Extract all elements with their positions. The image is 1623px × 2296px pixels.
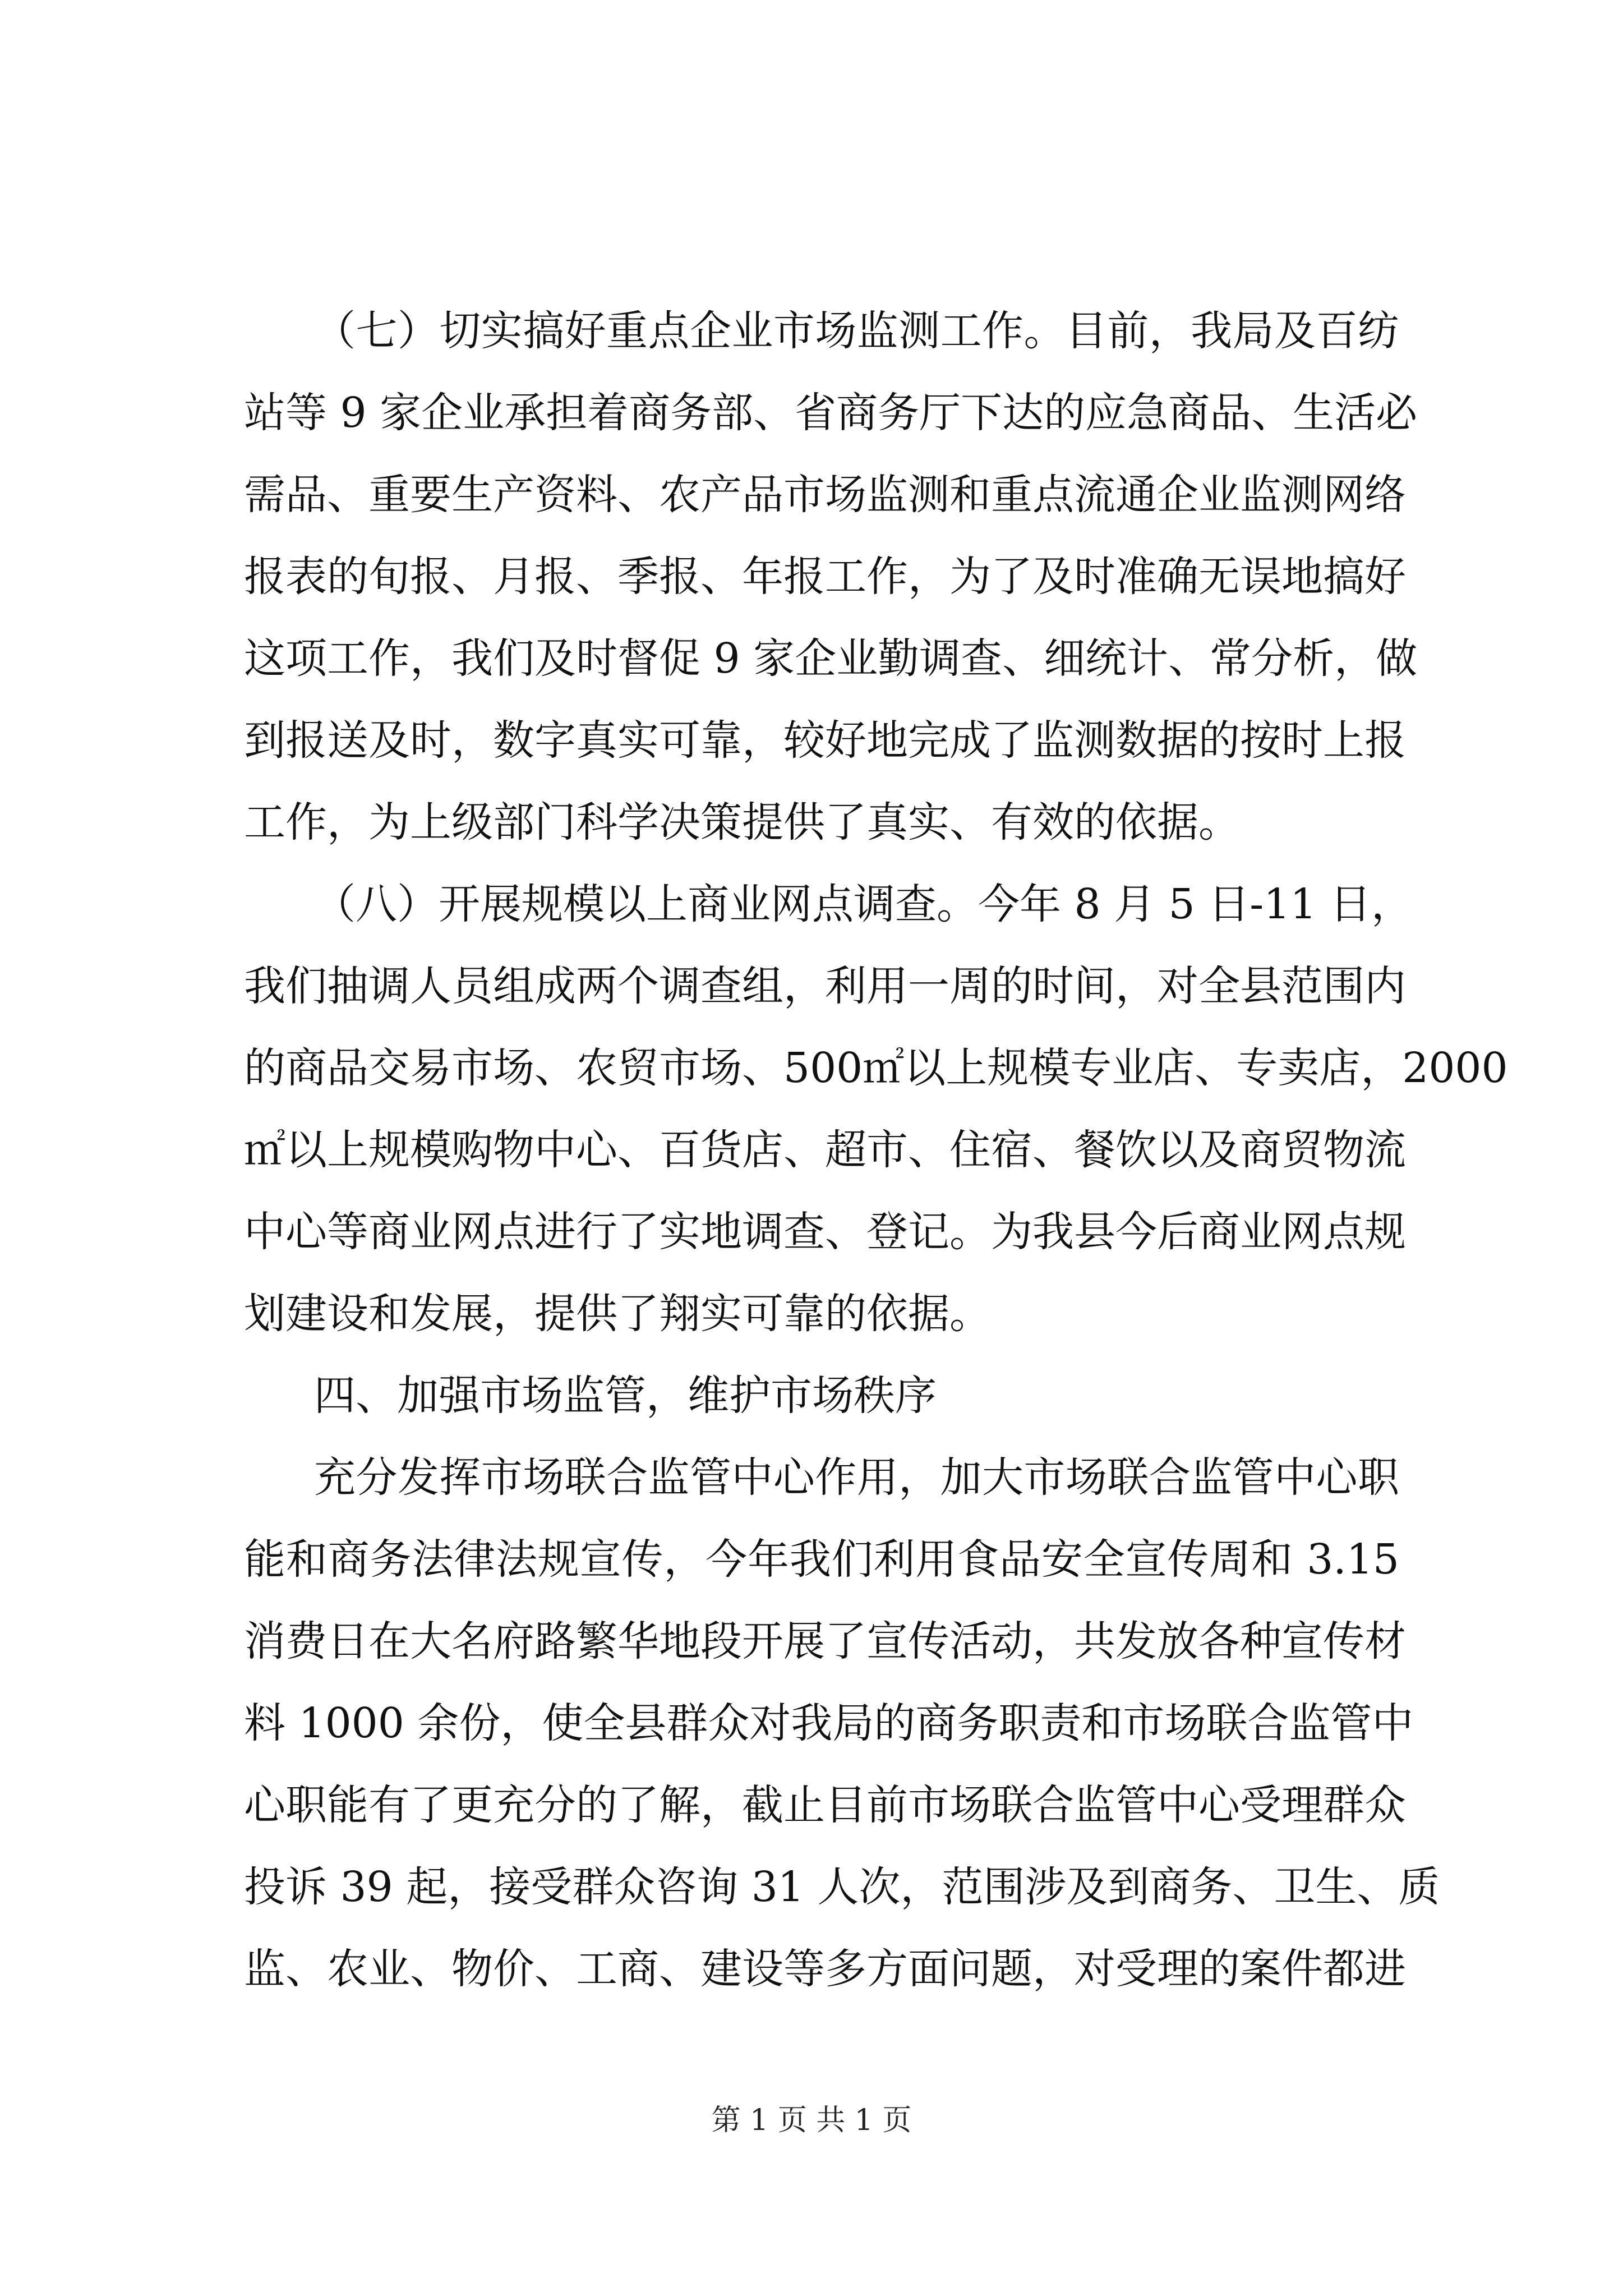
text-line: 工作，为上级部门科学决策提供了真实、有效的依据。: [244, 798, 1240, 846]
page-number-footer: 第 1 页 共 1 页: [711, 2104, 912, 2137]
text-line: 心职能有了更充分的了解，截止目前市场联合监管中心受理群众: [244, 1781, 1406, 1829]
text-line: 中心等商业网点进行了实地调查、登记。为我县今后商业网点规: [244, 1208, 1406, 1256]
text-line: （八）开展规模以上商业网点调查。今年 8 月 5 日-11 日，: [314, 880, 1413, 928]
text-line: 划建设和发展，提供了翔实可靠的依据。: [244, 1290, 991, 1338]
text-line: 我们抽调人员组成两个调查组，利用一周的时间，对全县范围内: [244, 962, 1406, 1010]
text-line: 的商品交易市场、农贸市场、500㎡以上规模专业店、专卖店，2000: [244, 1044, 1508, 1092]
text-line: 这项工作，我们及时督促 9 家企业勤调查、细统计、常分析，做: [244, 634, 1418, 683]
text-line: 需品、重要生产资料、农产品市场监测和重点流通企业监测网络: [244, 471, 1406, 519]
text-line: 报表的旬报、月报、季报、年报工作，为了及时准确无误地搞好: [244, 553, 1406, 601]
text-line: 到报送及时，数字真实可靠，较好地完成了监测数据的按时上报: [244, 716, 1406, 765]
text-line: 能和商务法律法规宣传，今年我们利用食品安全宣传周和 3.15: [244, 1535, 1399, 1584]
text-line: （七）切实搞好重点企业市场监测工作。目前，我局及百纺: [314, 307, 1399, 355]
text-line: 充分发挥市场联合监管中心作用，加大市场联合监管中心职: [314, 1453, 1399, 1502]
text-line: 料 1000 余份，使全县群众对我局的商务职责和市场联合监管中: [244, 1699, 1414, 1747]
section-heading: 四、加强市场监管，维护市场秩序: [314, 1372, 937, 1420]
text-line: 投诉 39 起，接受群众咨询 31 人次，范围涉及到商务、卫生、质: [244, 1863, 1440, 1911]
text-line: 站等 9 家企业承担着商务部、省商务厅下达的应急商品、生活必: [244, 389, 1418, 437]
text-line: 消费日在大名府路繁华地段开展了宣传活动，共发放各种宣传材: [244, 1617, 1406, 1665]
text-line: 监、农业、物价、工商、建设等多方面问题，对受理的案件都进: [244, 1945, 1406, 1993]
text-line: ㎡以上规模购物中心、百货店、超市、住宿、餐饮以及商贸物流: [244, 1126, 1406, 1174]
